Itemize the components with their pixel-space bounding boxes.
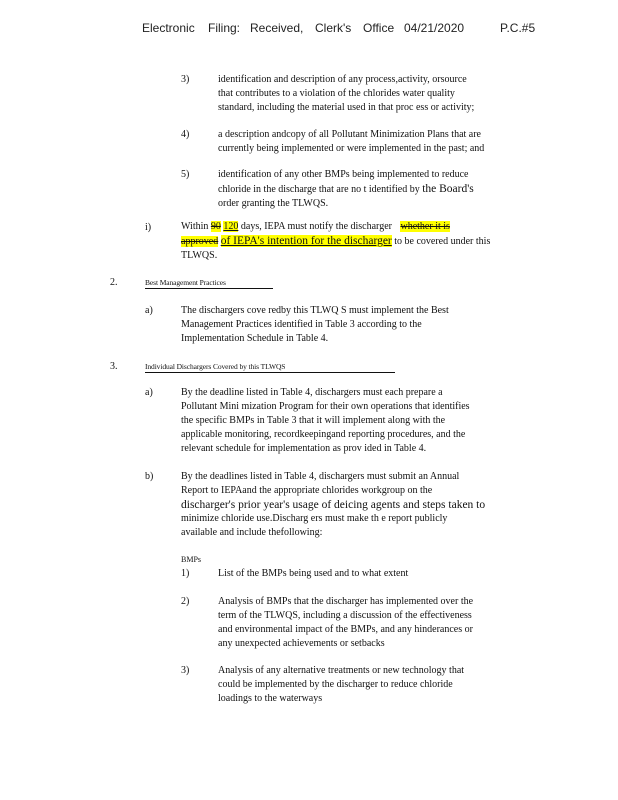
section-2a-number: a) [145,305,153,316]
sub-1-line: List of the BMPs being used and to what extent [218,568,409,579]
item-4-line: a description andcopy of all Pollutant Minimization Plans that are [218,129,481,140]
sub-2-line: Analysis of BMPs that the discharger has implemented over the [218,596,474,607]
item-3-line: that contributes to a violation of the chlorides water quality [218,88,455,99]
section-2a-line: Management Practices identified in Table 3 according to the [181,319,422,330]
sub-3-line: Analysis of any alternative treatments or new technology that [218,665,465,676]
sub-2-line: and environmental impact of the BMPs, and any hinderances or [218,624,473,635]
item-4-number: 4) [181,129,190,140]
section-3-heading: Individual Dischargers Covered by this TLWQS [145,362,395,373]
bmps-label: BMPs [181,555,202,564]
section-3a-line: the specific BMPs in Table 3 that it will implement along with the [181,415,446,426]
item-i-number: i) [145,222,152,233]
header-electronic: Electronic [142,21,195,35]
section-3a-number: a) [145,387,153,398]
item-5-number: 5) [181,169,190,180]
header-date: 04/21/2020 [404,21,465,35]
section-3b-paragraph [181,470,526,540]
sub-2-line: term of the TLWQS, including a discussion of the effectiveness [218,610,472,621]
item-3-line: identification and description of any process,activity, orsource [218,74,467,85]
sub-2-line: any unexpected achievements or setbacks [218,638,385,649]
item-i-struck-approved: approved [181,236,219,247]
item-4-line: currently being implemented or were implemented in the past; and [218,143,485,154]
item-5-line [218,182,518,197]
section-3b-line-emphasis: discharger's prior year's usage of deicing agents and steps taken to [181,499,486,511]
section-2a-line: The dischargers cove redby this TLWQ S must implement the Best [181,305,449,316]
item-3-paragraph [218,73,518,115]
item-i-inserted-120: 120 [223,221,239,232]
sub-2-paragraph [218,595,523,651]
item-5-the-board: the Board's [422,183,474,195]
sub-3-line: loadings to the waterways [218,693,323,704]
item-5-line: order granting the TLWQS. [218,198,329,209]
header-office: Office [363,21,395,35]
section-3b-line: available and include thefollowing: [181,527,323,538]
sub-2-number: 2) [181,596,190,607]
item-i-covered-text: to be covered under this [394,236,491,247]
item-i-struck-90: 90 [210,221,221,232]
section-3a-line: relevant schedule for implementation as prov ided in Table 4. [181,443,427,454]
item-3-number: 3) [181,74,190,85]
section-2a-paragraph [181,304,511,346]
header-received: Received, [250,21,304,35]
item-i-within: Within [181,221,209,232]
filing-stamp-header [0,21,618,37]
item-4-paragraph [218,128,528,156]
sub-3-paragraph [218,664,518,706]
item-i-paragraph [181,220,531,263]
section-3b-number: b) [145,471,154,482]
item-i-line-2 [181,234,531,249]
section-3b-line: Report to IEPAand the appropriate chlorides workgroup on the [181,485,433,496]
section-3a-line: Pollutant Mini mization Program for their own operations that identifies [181,401,470,412]
header-clerks: Clerk's [315,21,352,35]
section-3a-paragraph [181,386,526,456]
section-3b-line: minimize chloride use.Discharg ers must make th e report publicly [181,513,448,524]
sub-1-paragraph [218,567,518,581]
section-3a-line: applicable monitoring, recordkeepingand reporting procedures, and the [181,429,466,440]
section-3-number: 3. [110,361,118,372]
item-3-line: standard, including the material used in that proc ess or activity; [218,102,475,113]
item-i-line-3: TLWQS. [181,250,218,261]
section-2a-line: Implementation Schedule in Table 4. [181,333,329,344]
item-5-line-text: chloride in the discharge that are no t identified by [218,184,420,195]
item-5-paragraph [218,168,518,211]
sub-3-number: 3) [181,665,190,676]
sub-1-number: 1) [181,568,190,579]
item-i-line-1 [181,220,531,234]
item-5-line: identification of any other BMPs being implemented to reduce [218,169,469,180]
header-pc-number: P.C.#5 [500,21,536,35]
item-i-inserted-intention: of IEPA's intention for the discharger [220,235,392,247]
section-2-heading: Best Management Practices [145,278,273,289]
item-i-days-text: days, IEPA must notify the discharger [240,221,392,232]
item-i-struck-whether: whether it is [400,221,450,232]
section-3a-line: By the deadline listed in Table 4, dischargers must each prepare a [181,387,443,398]
sub-3-line: could be implemented by the discharger to reduce chloride [218,679,453,690]
section-2-number: 2. [110,277,118,288]
header-filing: Filing: [208,21,241,35]
section-3b-line: By the deadlines listed in Table 4, dischargers must submit an Annual [181,471,460,482]
